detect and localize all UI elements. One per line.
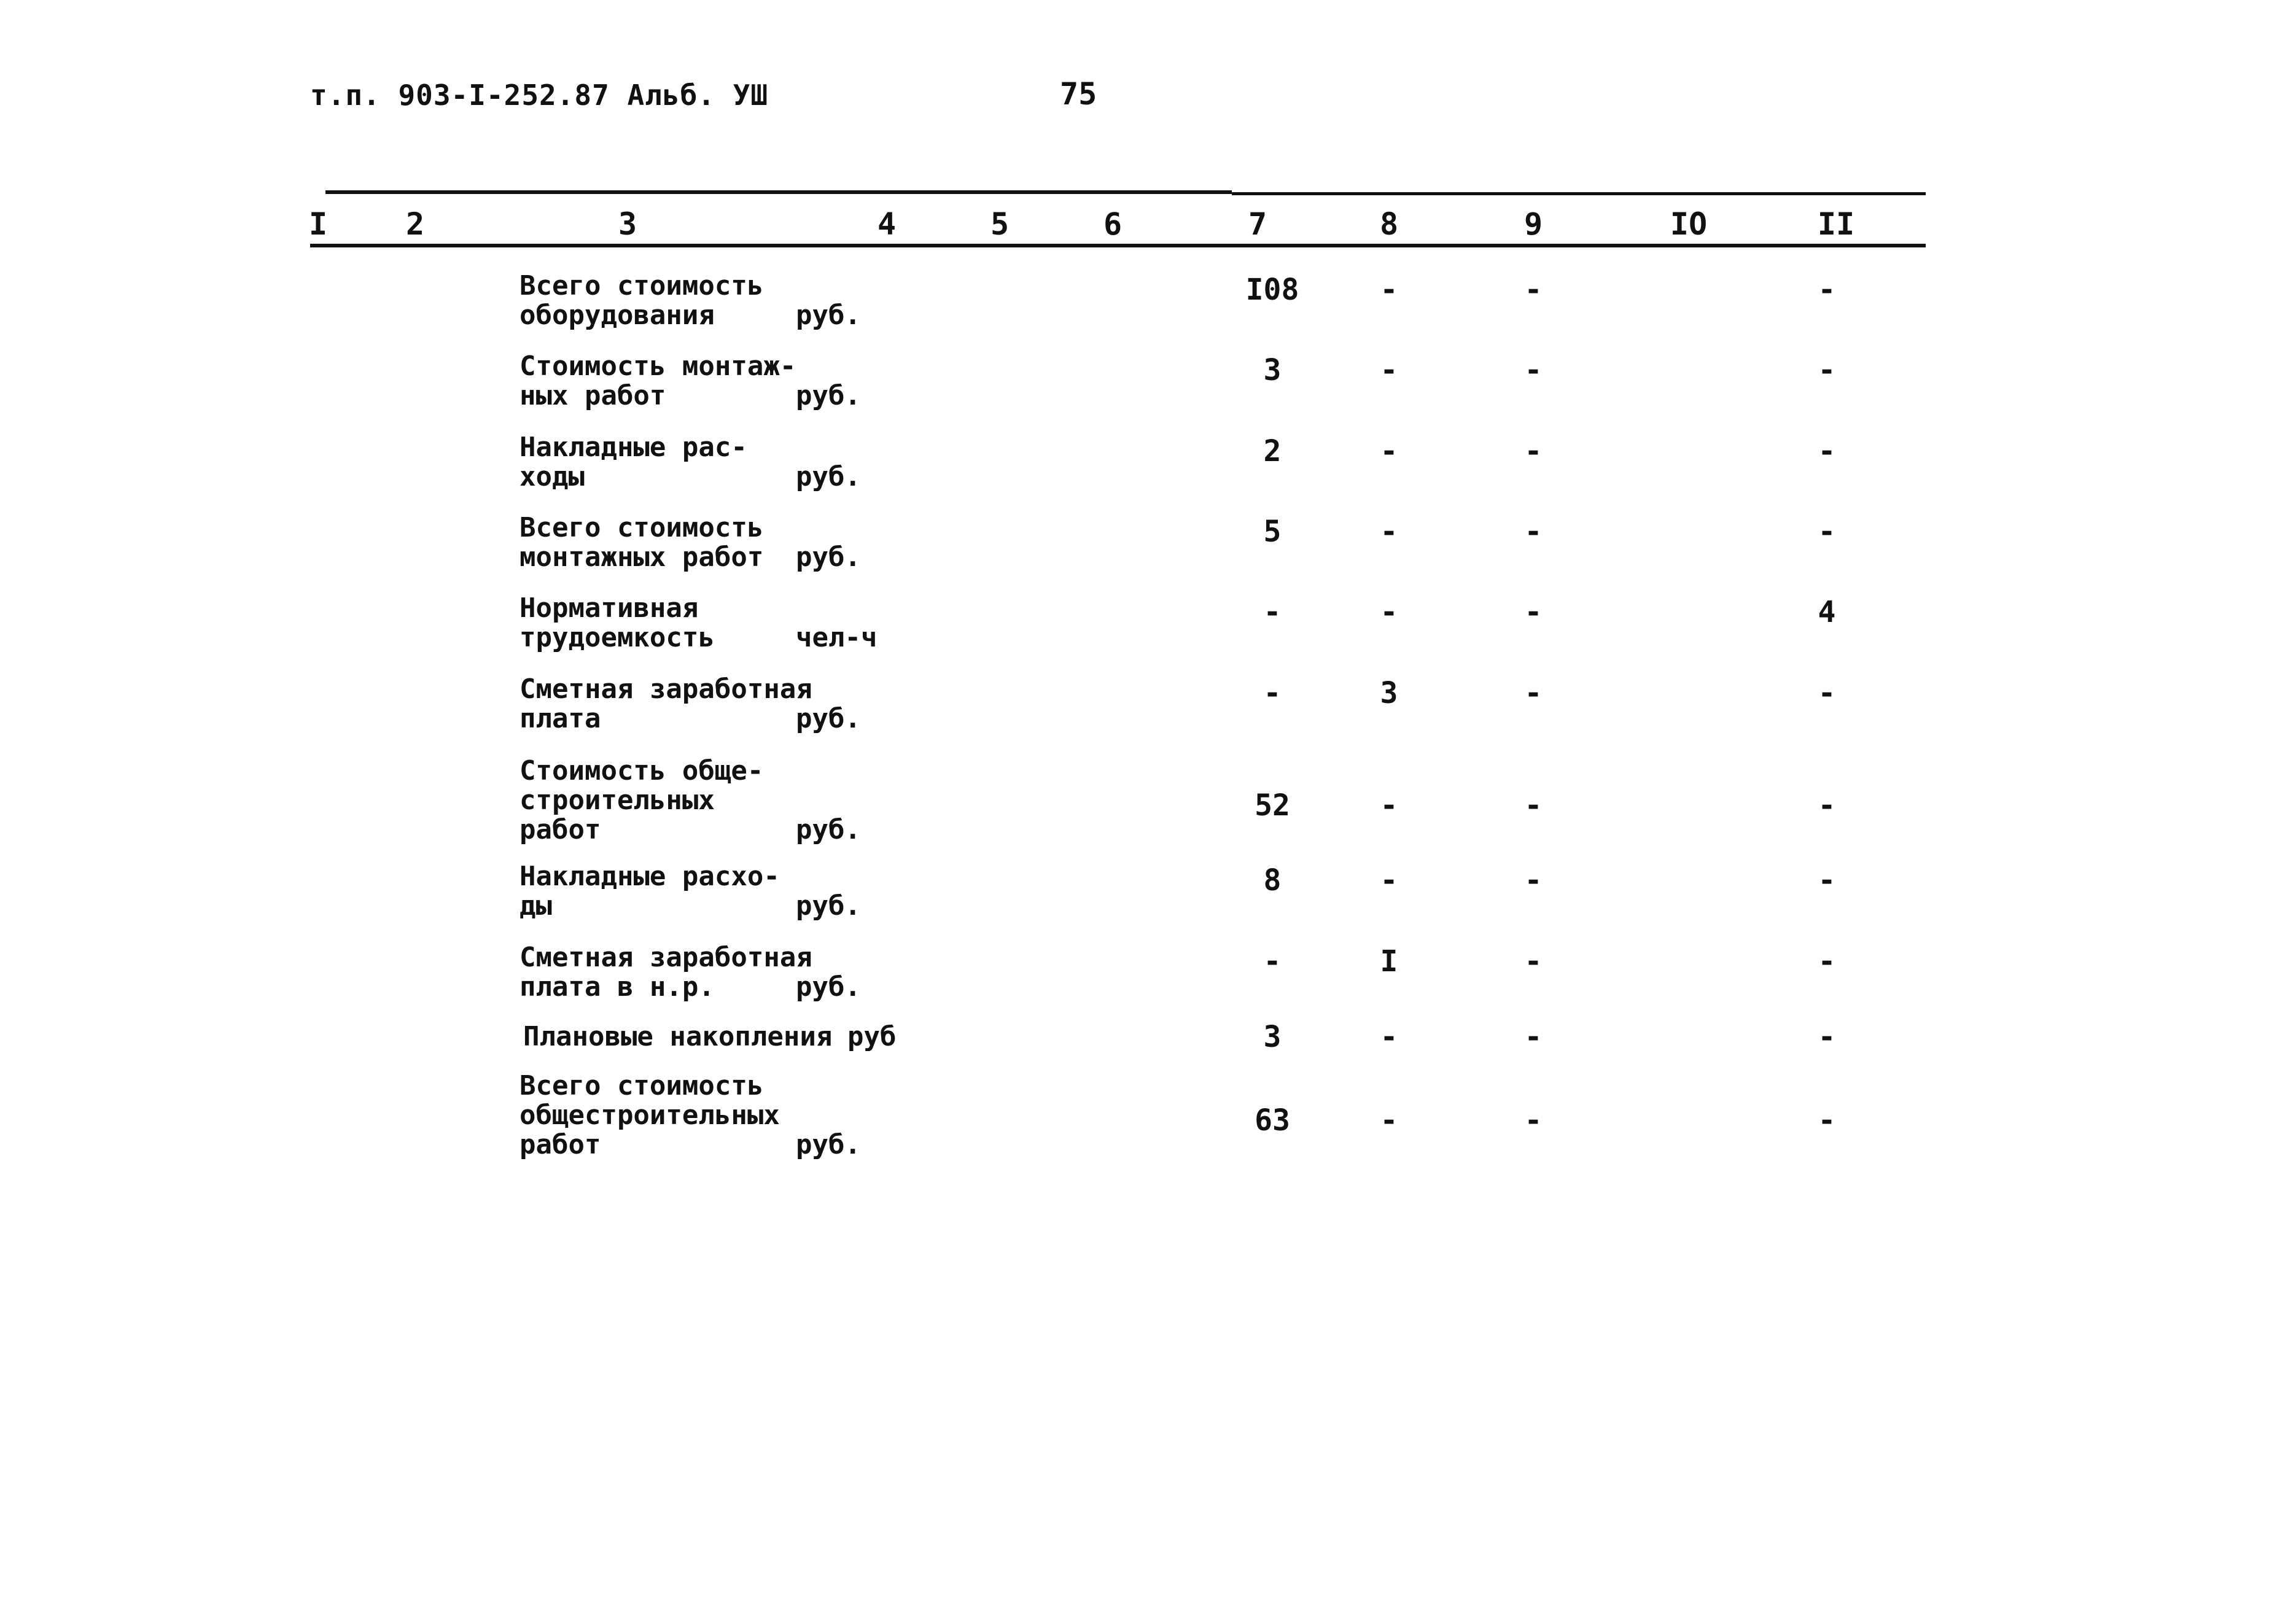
row-label: Плановые накопления [523,1021,833,1052]
cell-col-11: - [1818,1020,1836,1054]
column-header-8: 8 [1379,206,1399,242]
row-unit: руб [847,1021,897,1052]
table-row [0,862,2296,921]
row-label: Накладные расхо- ды [520,861,780,922]
column-header-4: 4 [877,206,897,242]
cell-col-7: 2 [1263,434,1282,468]
row-unit: чел-ч [796,622,878,653]
cell-col-7: - [1263,944,1282,979]
cell-col-9: - [1524,1020,1543,1054]
page-number: 75 [1060,76,1097,112]
table-row [0,1022,2296,1052]
column-header-10: IO [1670,206,1708,242]
cell-col-8: - [1380,353,1398,387]
row-unit: руб. [796,461,861,492]
cell-col-9: - [1524,676,1543,710]
cell-col-8: - [1380,434,1398,468]
row-label: Накладные рас- ходы [520,432,747,492]
cell-col-9: - [1524,944,1543,979]
column-header-6: 6 [1103,206,1123,242]
cell-col-11: - [1818,273,1836,307]
cell-col-7: 5 [1263,514,1282,549]
row-unit: руб. [796,1129,861,1160]
cell-col-11: - [1818,863,1836,898]
row-unit: руб. [796,890,861,922]
row-label: Всего стоимость оборудования [520,270,764,331]
table-row [0,594,2296,653]
row-label: Всего стоимость монтажных работ [520,512,764,573]
table-top-rule [325,190,1232,194]
cell-col-7: - [1263,595,1282,629]
cell-col-11: - [1818,676,1836,710]
row-label: Сметная заработная плата в н.р. [520,942,812,1003]
column-header-3: 3 [618,206,637,242]
cell-col-11: - [1818,1103,1836,1138]
cell-col-8: I [1380,944,1398,979]
cell-col-9: - [1524,788,1543,823]
row-unit: руб. [796,814,861,845]
column-header-7: 7 [1248,206,1267,242]
cell-col-11: - [1818,434,1836,468]
cell-col-8: - [1380,863,1398,898]
cell-col-11: - [1818,944,1836,979]
table-row [0,352,2296,411]
cell-col-7: 3 [1263,1020,1282,1054]
table-row [0,1071,2296,1160]
table-row [0,756,2296,845]
cell-col-7: 8 [1263,863,1282,898]
cell-col-9: - [1524,273,1543,307]
document-header-ref: т.п. 903-I-252.87 Альб. УШ [310,79,769,112]
row-label: Стоимость монтаж- ных работ [520,351,796,411]
cell-col-8: 3 [1380,676,1398,710]
cell-col-8: - [1380,1020,1398,1054]
row-label: Сметная заработная плата [520,674,812,734]
column-header-11: II [1817,206,1855,242]
cell-col-9: - [1524,595,1543,629]
cell-col-9: - [1524,514,1543,549]
cell-col-8: - [1380,514,1398,549]
table-row [0,943,2296,1002]
cell-col-8: - [1380,788,1398,823]
cell-col-7: I08 [1245,273,1299,307]
row-unit: руб. [796,542,861,573]
row-label: Стоимость обще- строительных работ [520,755,764,845]
row-unit: руб. [796,971,861,1003]
cell-col-9: - [1524,434,1543,468]
cell-col-8: - [1380,1103,1398,1138]
column-header-5: 5 [990,206,1010,242]
cell-col-9: - [1524,863,1543,898]
cell-col-7: 63 [1255,1103,1290,1138]
cell-col-11: 4 [1818,595,1836,629]
cell-col-9: - [1524,353,1543,387]
row-label: Нормативная трудоемкость [520,592,715,653]
row-label: Всего стоимость общестроительных работ [520,1070,780,1160]
table-header-rule [310,244,1926,247]
table-row [0,513,2296,572]
row-unit: руб. [796,703,861,734]
row-unit: руб. [796,380,861,411]
cell-col-11: - [1818,514,1836,549]
cell-col-9: - [1524,1103,1543,1138]
cell-col-8: - [1380,595,1398,629]
column-header-1: I [308,206,328,242]
cell-col-11: - [1818,353,1836,387]
cell-col-7: 52 [1255,788,1290,823]
cell-col-11: - [1818,788,1836,823]
row-unit: руб. [796,300,861,331]
cell-col-7: - [1263,676,1282,710]
table-row [0,433,2296,492]
table-row [0,675,2296,734]
column-header-2: 2 [405,206,425,242]
cell-col-7: 3 [1263,353,1282,387]
table-top-rule-right [1232,192,1926,195]
cell-col-8: - [1380,273,1398,307]
column-header-9: 9 [1524,206,1543,242]
table-row [0,271,2296,330]
